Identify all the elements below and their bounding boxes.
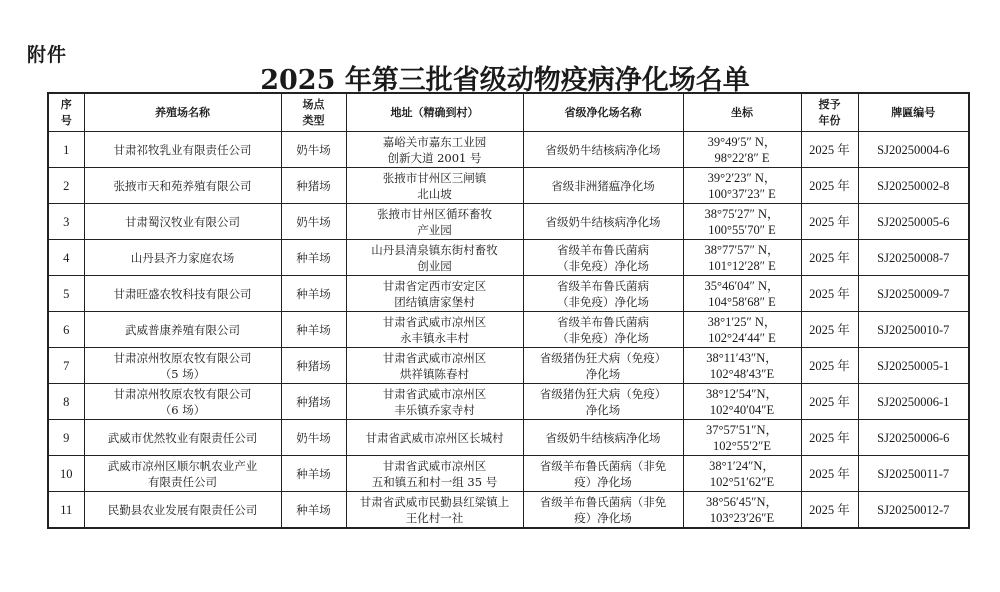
header-coords: 坐标 [683, 93, 801, 132]
header-plaque-no: 牌匾编号 [858, 93, 969, 132]
row-farm-name: 武威市凉州区顺尔帆农业产业 有限责任公司 [84, 456, 281, 492]
table-row [48, 420, 969, 456]
row-seq: 11 [48, 492, 84, 529]
row-seq: 4 [48, 240, 84, 276]
row-address: 嘉峪关市嘉东工业园 创新大道 2001 号 [346, 132, 523, 168]
row-year: 2025 年 [801, 348, 858, 384]
table-row [48, 384, 969, 420]
row-coords: 38°1′24″N， 102°51′62″E [683, 456, 801, 492]
row-year: 2025 年 [801, 168, 858, 204]
row-cleanup-name: 省级羊布鲁氏菌病 （非免疫）净化场 [523, 276, 683, 312]
row-cleanup-name: 省级羊布鲁氏菌病 （非免疫）净化场 [523, 240, 683, 276]
row-address: 甘肃省武威市凉州区 丰乐镇乔家寺村 [346, 384, 523, 420]
row-year: 2025 年 [801, 456, 858, 492]
row-plaque-no: SJ20250011-7 [858, 456, 969, 492]
table-row [48, 204, 969, 240]
row-farm-name: 甘肃祁牧乳业有限责任公司 [84, 132, 281, 168]
row-address: 甘肃省武威市凉州区 五和镇五和村一组 35 号 [346, 456, 523, 492]
row-cleanup-name: 省级羊布鲁氏菌病（非免 疫）净化场 [523, 456, 683, 492]
table-row [48, 348, 969, 384]
row-seq: 1 [48, 132, 84, 168]
row-seq: 7 [48, 348, 84, 384]
row-address: 甘肃省定西市安定区 团结镇唐家堡村 [346, 276, 523, 312]
row-seq: 2 [48, 168, 84, 204]
row-farm-name: 武威市优然牧业有限责任公司 [84, 420, 281, 456]
row-site-type: 种猪场 [281, 384, 346, 420]
header-year: 授予 年份 [801, 93, 858, 132]
row-site-type: 种羊场 [281, 312, 346, 348]
row-year: 2025 年 [801, 420, 858, 456]
row-farm-name: 甘肃旺盛农牧科技有限公司 [84, 276, 281, 312]
row-plaque-no: SJ20250005-1 [858, 348, 969, 384]
table-row [48, 168, 969, 204]
row-plaque-no: SJ20250002-8 [858, 168, 969, 204]
row-cleanup-name: 省级羊布鲁氏菌病 （非免疫）净化场 [523, 312, 683, 348]
table-row [48, 456, 969, 492]
row-site-type: 奶牛场 [281, 132, 346, 168]
row-coords: 39°2′23″ N， 100°37′23″ E [683, 168, 801, 204]
row-address: 甘肃省武威市凉州区长城村 [346, 420, 523, 456]
attachment-label: 附件 [27, 44, 68, 66]
row-farm-name: 民勤县农业发展有限责任公司 [84, 492, 281, 529]
row-plaque-no: SJ20250008-7 [858, 240, 969, 276]
table-row [48, 276, 969, 312]
row-seq: 5 [48, 276, 84, 312]
row-site-type: 种羊场 [281, 240, 346, 276]
row-site-type: 奶牛场 [281, 420, 346, 456]
table-header-row [48, 93, 969, 132]
row-farm-name: 甘肃蜀汉牧业有限公司 [84, 204, 281, 240]
row-farm-name: 山丹县齐力家庭农场 [84, 240, 281, 276]
document-title: 2025 年第三批省级动物疫病净化场名单 [260, 65, 750, 96]
row-coords: 38°75′27″ N， 100°55′70″ E [683, 204, 801, 240]
row-farm-name: 张掖市天和苑养殖有限公司 [84, 168, 281, 204]
row-coords: 39°49′5″ N， 98°22′8″ E [683, 132, 801, 168]
row-cleanup-name: 省级猪伪狂犬病（免疫） 净化场 [523, 348, 683, 384]
row-site-type: 种猪场 [281, 168, 346, 204]
row-plaque-no: SJ20250006-6 [858, 420, 969, 456]
row-site-type: 种羊场 [281, 456, 346, 492]
row-cleanup-name: 省级奶牛结核病净化场 [523, 204, 683, 240]
row-address: 甘肃省武威市凉州区 永丰镇永丰村 [346, 312, 523, 348]
row-plaque-no: SJ20250012-7 [858, 492, 969, 529]
row-plaque-no: SJ20250010-7 [858, 312, 969, 348]
row-farm-name: 甘肃凉州牧原农牧有限公司 （6 场） [84, 384, 281, 420]
row-year: 2025 年 [801, 312, 858, 348]
header-farm-name: 养殖场名称 [84, 93, 281, 132]
row-plaque-no: SJ20250009-7 [858, 276, 969, 312]
table-row [48, 240, 969, 276]
row-plaque-no: SJ20250004-6 [858, 132, 969, 168]
row-coords: 35°46′04″ N， 104°58′68″ E [683, 276, 801, 312]
row-cleanup-name: 省级奶牛结核病净化场 [523, 132, 683, 168]
row-coords: 37°57′51″N， 102°55′2″E [683, 420, 801, 456]
row-year: 2025 年 [801, 276, 858, 312]
row-plaque-no: SJ20250005-6 [858, 204, 969, 240]
row-coords: 38°11′43″N， 102°48′43″E [683, 348, 801, 384]
row-coords: 38°77′57″ N， 101°12′28″ E [683, 240, 801, 276]
row-cleanup-name: 省级猪伪狂犬病（免疫） 净化场 [523, 384, 683, 420]
table-row [48, 492, 969, 529]
row-address: 张掖市甘州区循环畜牧 产业园 [346, 204, 523, 240]
farm-list-table [47, 92, 970, 529]
row-seq: 9 [48, 420, 84, 456]
row-address: 甘肃省武威市凉州区 烘祥镇陈春村 [346, 348, 523, 384]
row-site-type: 种羊场 [281, 276, 346, 312]
row-coords: 38°56′45″N， 103°23′26″E [683, 492, 801, 529]
row-cleanup-name: 省级羊布鲁氏菌病（非免 疫）净化场 [523, 492, 683, 529]
header-cleanup-name: 省级净化场名称 [523, 93, 683, 132]
header-site-type: 场点 类型 [281, 93, 346, 132]
row-year: 2025 年 [801, 240, 858, 276]
row-site-type: 种羊场 [281, 492, 346, 529]
row-year: 2025 年 [801, 204, 858, 240]
row-seq: 10 [48, 456, 84, 492]
row-year: 2025 年 [801, 492, 858, 529]
row-farm-name: 甘肃凉州牧原农牧有限公司 （5 场） [84, 348, 281, 384]
row-site-type: 种猪场 [281, 348, 346, 384]
row-seq: 6 [48, 312, 84, 348]
row-cleanup-name: 省级非洲猪瘟净化场 [523, 168, 683, 204]
row-coords: 38°1′25″ N， 102°24′44″ E [683, 312, 801, 348]
header-address: 地址（精确到村） [346, 93, 523, 132]
row-cleanup-name: 省级奶牛结核病净化场 [523, 420, 683, 456]
row-address: 张掖市甘州区三闸镇 北山坡 [346, 168, 523, 204]
row-coords: 38°12′54″N， 102°40′04″E [683, 384, 801, 420]
row-year: 2025 年 [801, 384, 858, 420]
header-seq: 序 号 [48, 93, 84, 132]
row-year: 2025 年 [801, 132, 858, 168]
row-seq: 3 [48, 204, 84, 240]
row-farm-name: 武威普康养殖有限公司 [84, 312, 281, 348]
row-address: 山丹县清泉镇东街村畜牧 创业园 [346, 240, 523, 276]
row-seq: 8 [48, 384, 84, 420]
table-row [48, 312, 969, 348]
row-site-type: 奶牛场 [281, 204, 346, 240]
table-row [48, 132, 969, 168]
row-address: 甘肃省武威市民勤县红粱镇上 王化村一社 [346, 492, 523, 529]
row-plaque-no: SJ20250006-1 [858, 384, 969, 420]
